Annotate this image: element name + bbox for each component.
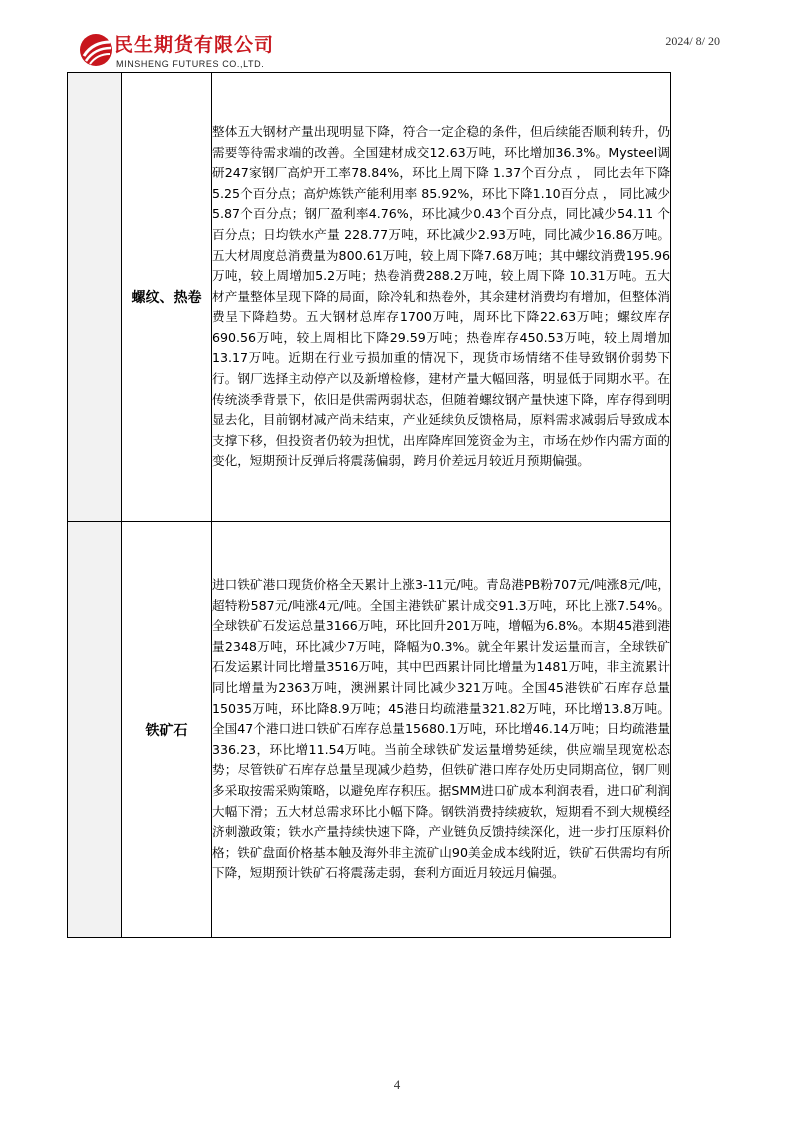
company-name-cn: 民生期货有限公司 xyxy=(114,34,275,56)
commodity-label-rebar: 螺纹、热卷 xyxy=(122,73,212,522)
analysis-table xyxy=(67,72,671,938)
page-number: 4 xyxy=(393,1077,401,1092)
table-row-rebar xyxy=(68,73,671,522)
page-header xyxy=(78,28,720,72)
minsheng-logo-icon xyxy=(78,32,114,68)
shaded-cell xyxy=(68,522,122,938)
commodity-analysis-rebar: 整体五大钢材产量出现明显下降，符合一定企稳的条件，但后续能否顺利转升，仍需要等待需求端的改善。全国建材成交12.63万吨，环比增加36.3%。Mysteel调研247家钢厂高炉开工率78.84%，环比上周下降 1.37个百分点 ， 同比去年下降5.25个百分点；高炉炼铁产能利用率 85.92%，环比下降1.10百分点 ， 同比减少5.87个百分点；钢厂盈利率4.76%，环比减少0.43个百分点，同比减少54.11 个百分点；日均铁水产量 228.77万吨，环比减少2.93万吨，同比减少16.86万吨。五大材周度总消费量为800.61万吨，较上周下降7.68万吨；其中螺纹消费195.96万吨，较上周增加5.2万吨；热卷消费288.2万吨，较上周下降 10.31万吨。五大材产量整体呈现下降的局面，除冷轧和热卷外，其余建材消费均有增加，但整体消费呈下降趋势。五大钢材总库存1700万吨，周环比下降22.63万吨；螺纹库存 690.56万吨，较上周相比下降29.59万吨；热卷库存450.53万吨，较上周增加13.17万吨。近期在行业亏损加重的情况下，现货市场情绪不佳导致钢价弱势下行。钢厂选择主动停产以及新增检修，建材产量大幅回落，明显低于同期水平。在传统淡季背景下，依旧是供需两弱状态，但随着螺纹钢产量快速下降，库存得到明显去化，目前钢材减产尚未结束，产业延续负反馈格局，原料需求减弱后导致成本支撑下移，但投资者仍较为担忧，出库降库回笼资金为主，市场在炒作内需方面的变化，短期预计反弹后将震荡偏弱，跨月价差远月较近月预期偏强。 xyxy=(212,73,671,522)
shaded-cell xyxy=(68,73,122,522)
commodity-label-iron-ore: 铁矿石 xyxy=(122,522,212,938)
company-name-en: MINSHENG FUTURES CO.,LTD. xyxy=(116,59,265,69)
table-row-iron-ore xyxy=(68,522,671,938)
commodity-analysis-iron-ore: 进口铁矿港口现货价格全天累计上涨3-11元/吨。青岛港PB粉707元/吨涨8元/吨，超特粉587元/吨涨4元/吨。全国主港铁矿累计成交91.3万吨，环比上涨7.54%。全球铁矿石发运总量3166万吨，环比回升201万吨，增幅为6.8%。本期45港到港量2348万吨，环比减少7万吨，降幅为0.3%。就全年累计发运量而言，全球铁矿石发运累计同比增量3516万吨，其中巴西累计同比增量为1481万吨，非主流累计同比增量为2363万吨，澳洲累计同比减少321万吨。全国45港铁矿石库存总量15035万吨，环比降8.9万吨；45港日均疏港量321.82万吨，环比增13.8万吨。全国47个港口进口铁矿石库存总量15680.1万吨，环比增46.14万吨；日均疏港量336.23，环比增11.54万吨。当前全球铁矿发运量增势延续，供应端呈现宽松态势；尽管铁矿石库存总量呈现减少趋势，但铁矿港口库存处历史同期高位，钢厂则多采取按需采购策略，以避免库存积压。据SMM进口矿成本利润表看，进口矿利润大幅下滑；五大材总需求环比小幅下降。钢铁消费持续疲软，短期看不到大规模经济刺激政策；铁水产量持续快速下降，产业链负反馈持续深化，进一步打压原料价格；铁矿盘面价格基本触及海外非主流矿山90美金成本线附近，铁矿石供需均有所下降，短期预计铁矿石将震荡走弱，套利方面近月较远月偏强。 xyxy=(212,522,671,938)
report-date: 2024/ 8/ 20 xyxy=(665,34,720,48)
